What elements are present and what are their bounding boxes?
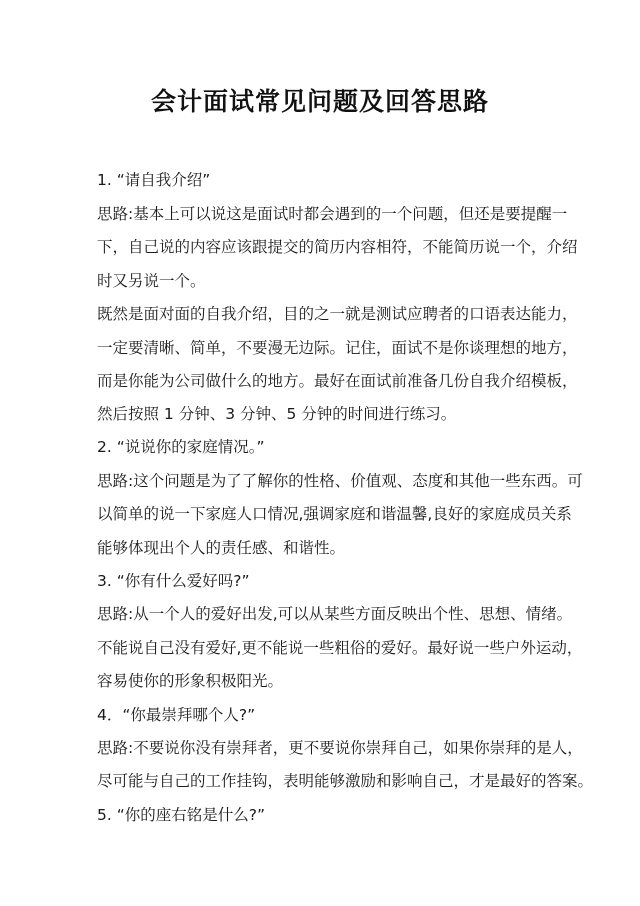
question-heading-2: 2. “说说你的家庭情况。” xyxy=(97,438,265,456)
question-heading-3: 3. “你有什么爱好吗?” xyxy=(97,572,250,590)
body-line: 一定要清晰、简单，不要漫无边际。记住，面试不是你谈理想的地方， xyxy=(97,339,578,357)
body-line: 能够体现出个人的责任感、和谐性。 xyxy=(97,539,346,557)
body-line: 然后按照 1 分钟、3 分钟、5 分钟的时间进行练习。 xyxy=(97,405,457,423)
page-title: 会计面试常见问题及回答思路 xyxy=(150,87,489,116)
body-line: 既然是面对面的自我介绍，目的之一就是测试应聘者的口语表达能力， xyxy=(97,305,578,323)
body-line: 尽可能与自己的工作挂钩，表明能够激励和影响自己，才是最好的答案。 xyxy=(97,772,594,790)
question-heading-4: 4．“你最崇拜哪个人?” xyxy=(97,706,256,724)
body-line: 思路:基本上可以说这是面试时都会遇到的一个问题，但还是要提醒一 xyxy=(97,205,568,223)
body-line: 以简单的说一下家庭人口情况,强调家庭和谐温馨,良好的家庭成员关系 xyxy=(97,505,572,523)
question-heading-5: 5. “你的座右铭是什么?” xyxy=(97,806,266,824)
body-line: 思路:不要说你没有崇拜者，更不要说你崇拜自己，如果你崇拜的是人， xyxy=(97,739,583,757)
body-line: 下，自己说的内容应该跟提交的简历内容相符，不能简历说一个，介绍 xyxy=(97,238,578,256)
body-line: 思路:这个问题是为了了解你的性格、价值观、态度和其他一些东西。可 xyxy=(97,472,583,490)
body-line: 不能说自己没有爱好,更不能说一些粗俗的爱好。最好说一些户外运动， xyxy=(97,639,583,657)
body-line: 思路:从一个人的爱好出发,可以从某些方面反映出个性、思想、情绪。 xyxy=(97,605,573,623)
question-heading-1: 1. “请自我介绍” xyxy=(97,171,211,189)
body-line: 容易使你的形象积极阳光。 xyxy=(97,672,284,690)
body-line: 时又另说一个。 xyxy=(97,272,206,290)
body-line: 而是你能为公司做什么的地方。最好在面试前准备几份自我介绍模板， xyxy=(97,372,578,390)
